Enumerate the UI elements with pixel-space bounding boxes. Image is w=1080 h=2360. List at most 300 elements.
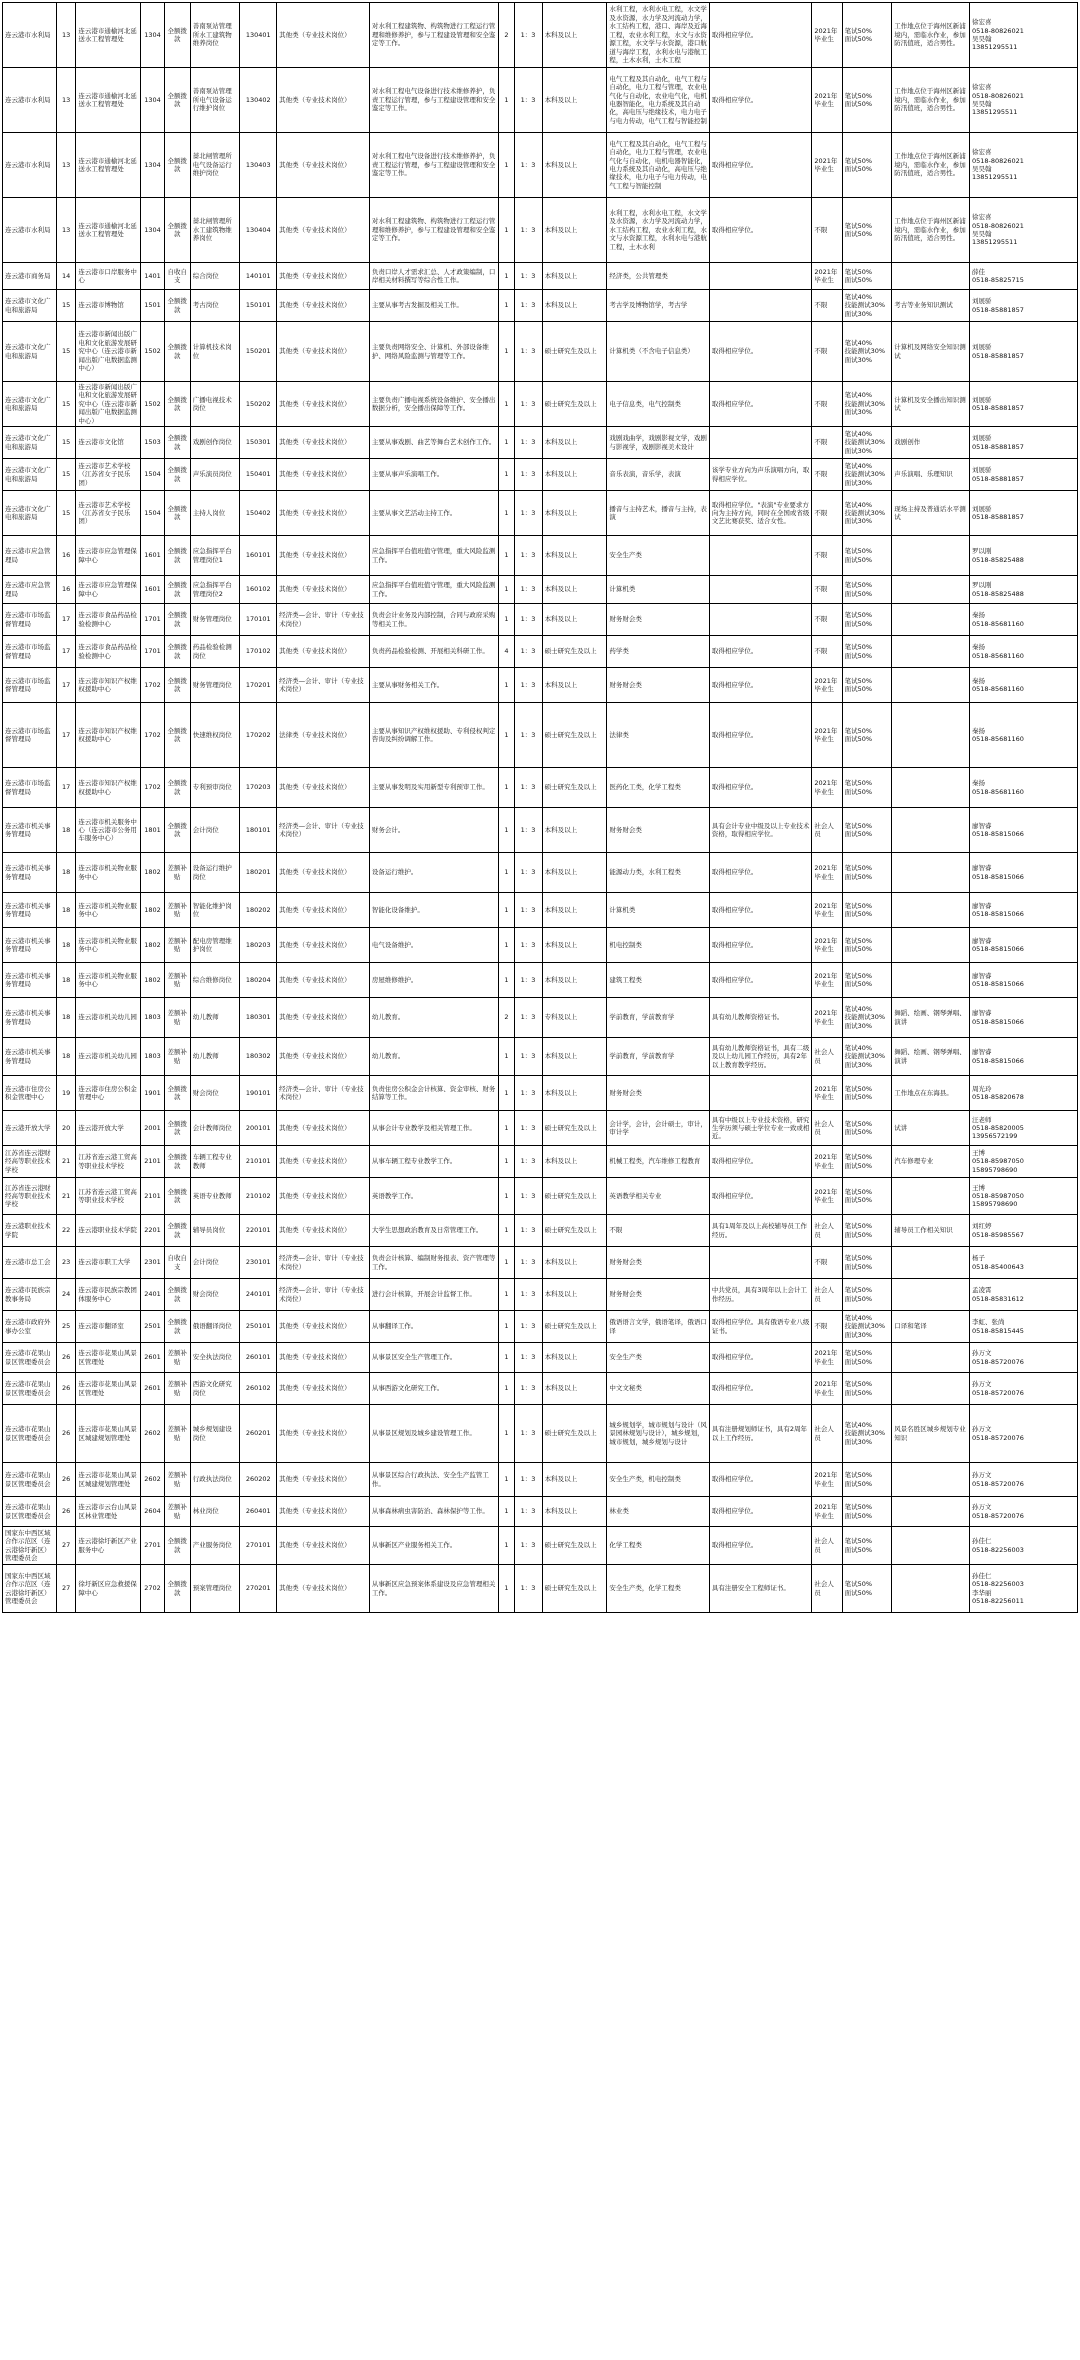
other-conditions-cell: 取得相应学位。 — [709, 963, 812, 998]
unit-no-cell: 2301 — [141, 1247, 165, 1279]
dept-cell: 连云港市应急管理局 — [3, 536, 57, 576]
post-name-cell: 幼儿教师 — [190, 998, 240, 1038]
target-cell: 社会人员 — [812, 1215, 842, 1247]
funding-cell: 全额拨款 — [164, 1527, 190, 1565]
duties-cell: 从事景区安全生产管理工作。 — [369, 1343, 499, 1373]
post-name-cell: 快速维权岗位 — [190, 703, 240, 768]
recruit-num-cell: 1 — [499, 290, 514, 322]
post-code-cell: 180301 — [240, 998, 277, 1038]
table-row — [3, 576, 1078, 604]
funding-cell: 全额拨款 — [164, 1311, 190, 1343]
table-row — [3, 703, 1078, 768]
contact-cell: 杨子 0518-85400643 — [969, 1247, 1077, 1279]
exam-ratio-cell: 笔试40% 技能测试30% 面试30% — [842, 459, 892, 491]
unit-no-cell: 1504 — [141, 491, 165, 536]
unit-cell: 连云港职业技术学院 — [76, 1215, 141, 1247]
ratio-cell: 1：3 — [514, 1178, 542, 1215]
funding-cell: 全额拨款 — [164, 668, 190, 703]
table-row — [3, 1527, 1078, 1565]
note-cell: 现场主持及普通话水平测试 — [892, 491, 970, 536]
post-type-cell: 其他类（专业技术岗位） — [277, 491, 370, 536]
ratio-cell: 1：3 — [514, 322, 542, 382]
exam-ratio-cell: 笔试50% 面试50% — [842, 1497, 892, 1527]
funding-cell: 全额拨款 — [164, 703, 190, 768]
table-row — [3, 133, 1078, 198]
recruit-num-cell: 1 — [499, 1146, 514, 1178]
unit-no-cell: 1504 — [141, 459, 165, 491]
unit-no-cell: 1701 — [141, 636, 165, 668]
table-row — [3, 322, 1078, 382]
post-type-cell: 法律类（专业技术岗位） — [277, 703, 370, 768]
duties-cell: 应急指挥平台值班值守管理，重大风险监测工作。 — [369, 576, 499, 604]
table-row — [3, 290, 1078, 322]
note-cell — [892, 853, 970, 893]
education-cell: 硕士研究生及以上 — [542, 1215, 607, 1247]
funding-cell: 全额拨款 — [164, 768, 190, 808]
post-name-cell: 综合维修岗位 — [190, 963, 240, 998]
other-conditions-cell: 具有中级以上专业技术资格，研究生学历须与硕士学位专业一致或相近。 — [709, 1111, 812, 1146]
unit-cell: 江苏省连云港工贸高等职业技术学校 — [76, 1146, 141, 1178]
funding-cell: 差额补贴 — [164, 1373, 190, 1405]
unit-cell: 连云港市博物馆 — [76, 290, 141, 322]
post-code-cell: 190101 — [240, 1076, 277, 1111]
recruit-num-cell: 2 — [499, 998, 514, 1038]
post-code-cell: 200101 — [240, 1111, 277, 1146]
recruit-num-cell: 1 — [499, 427, 514, 459]
target-cell: 2021年毕业生 — [812, 133, 842, 198]
table-row — [3, 1497, 1078, 1527]
unit-no-cell: 2201 — [141, 1215, 165, 1247]
major-cell: 电气工程及其自动化，电气工程与自动化，电力工程与管理，农业电气化与自动化，电机电器智能化，电力系统及其自动化，高电压与绝缘技术，电力电子与电力传动，电气工程与智能控制 — [607, 133, 710, 198]
dept-no-cell: 27 — [56, 1565, 75, 1613]
ratio-cell: 1：3 — [514, 1111, 542, 1146]
contact-cell: 李虹、张尚 0518-85815445 — [969, 1311, 1077, 1343]
unit-no-cell: 1701 — [141, 604, 165, 636]
table-row — [3, 1463, 1078, 1497]
recruit-num-cell: 1 — [499, 768, 514, 808]
major-cell: 学前教育，学前教育学 — [607, 998, 710, 1038]
table-row — [3, 1178, 1078, 1215]
contact-cell: 廖智睿 0518-85815066 — [969, 893, 1077, 928]
funding-cell: 差额补贴 — [164, 1463, 190, 1497]
target-cell: 不限 — [812, 491, 842, 536]
target-cell: 社会人员 — [812, 1038, 842, 1076]
dept-no-cell: 13 — [56, 198, 75, 263]
dept-no-cell: 26 — [56, 1497, 75, 1527]
post-code-cell: 130401 — [240, 3, 277, 68]
target-cell: 社会人员 — [812, 808, 842, 853]
contact-cell: 刘红婷 0518-85985567 — [969, 1215, 1077, 1247]
unit-cell: 连云港市通榆河北延送水工程管理处 — [76, 198, 141, 263]
dept-cell: 连云港市市场监督管理局 — [3, 636, 57, 668]
post-name-cell: 广播电视技术岗位 — [190, 382, 240, 427]
contact-cell: 徐宏喜 0518-80826021 吴昊翰 13851295511 — [969, 133, 1077, 198]
education-cell: 本科及以上 — [542, 1279, 607, 1311]
note-cell — [892, 963, 970, 998]
target-cell: 不限 — [812, 576, 842, 604]
major-cell: 财务财会类 — [607, 1076, 710, 1111]
table-row — [3, 382, 1078, 427]
duties-cell: 财务会计。 — [369, 808, 499, 853]
funding-cell: 全额拨款 — [164, 1076, 190, 1111]
recruit-num-cell: 1 — [499, 1038, 514, 1076]
recruit-num-cell: 1 — [499, 1565, 514, 1613]
recruit-num-cell: 1 — [499, 963, 514, 998]
dept-cell: 连云港市文化广电和旅游局 — [3, 290, 57, 322]
exam-ratio-cell: 笔试50% 面试50% — [842, 198, 892, 263]
unit-cell: 连云港市机关物业服务中心 — [76, 963, 141, 998]
recruit-num-cell: 1 — [499, 576, 514, 604]
post-name-cell: 声乐演员岗位 — [190, 459, 240, 491]
target-cell: 不限 — [812, 536, 842, 576]
contact-cell: 廖智睿 0518-85815066 — [969, 963, 1077, 998]
other-conditions-cell: 取得相应学位。 — [709, 636, 812, 668]
table-body — [3, 3, 1078, 1613]
duties-cell: 从事景区综合行政执法、安全生产监管工作。 — [369, 1463, 499, 1497]
education-cell: 本科及以上 — [542, 1343, 607, 1373]
table-row — [3, 768, 1078, 808]
target-cell: 2021年毕业生 — [812, 963, 842, 998]
major-cell: 财务财会类 — [607, 668, 710, 703]
recruit-num-cell: 1 — [499, 536, 514, 576]
post-code-cell: 210101 — [240, 1146, 277, 1178]
dept-cell: 连云港市机关事务管理局 — [3, 998, 57, 1038]
post-type-cell: 其他类（专业技术岗位） — [277, 536, 370, 576]
exam-ratio-cell: 笔试50% 面试50% — [842, 1076, 892, 1111]
duties-cell: 应急指挥平台值班值守管理，重大风险监测工作。 — [369, 536, 499, 576]
ratio-cell: 1：3 — [514, 768, 542, 808]
dept-no-cell: 18 — [56, 963, 75, 998]
dept-no-cell: 15 — [56, 382, 75, 427]
dept-cell: 连云港市机关事务管理局 — [3, 853, 57, 893]
major-cell: 电子信息类，电气控制类 — [607, 382, 710, 427]
recruit-num-cell: 1 — [499, 133, 514, 198]
major-cell: 能源动力类，水利工程类 — [607, 853, 710, 893]
unit-no-cell: 1802 — [141, 928, 165, 963]
exam-ratio-cell: 笔试50% 面试50% — [842, 1565, 892, 1613]
ratio-cell: 1：3 — [514, 636, 542, 668]
post-type-cell: 其他类（专业技术岗位） — [277, 133, 370, 198]
funding-cell: 全额拨款 — [164, 1178, 190, 1215]
dept-no-cell: 26 — [56, 1405, 75, 1463]
dept-cell: 连云港开放大学 — [3, 1111, 57, 1146]
ratio-cell: 1：3 — [514, 427, 542, 459]
post-name-cell: 善南泵站管理所电气设备运行维护岗位 — [190, 68, 240, 133]
recruit-num-cell: 1 — [499, 1111, 514, 1146]
ratio-cell: 1：3 — [514, 1311, 542, 1343]
dept-cell: 连云港市文化广电和旅游局 — [3, 427, 57, 459]
unit-no-cell: 1401 — [141, 263, 165, 290]
funding-cell: 全额拨款 — [164, 68, 190, 133]
post-code-cell: 210102 — [240, 1178, 277, 1215]
contact-cell: 周光玲 0518-85820678 — [969, 1076, 1077, 1111]
other-conditions-cell — [709, 263, 812, 290]
dept-no-cell: 18 — [56, 998, 75, 1038]
exam-ratio-cell: 笔试40% 技能测试30% 面试30% — [842, 1311, 892, 1343]
unit-cell: 连云港市知识产权维权援助中心 — [76, 703, 141, 768]
dept-cell: 连云港市应急管理局 — [3, 576, 57, 604]
education-cell: 硕士研究生及以上 — [542, 1178, 607, 1215]
duties-cell: 从事西游文化研究工作。 — [369, 1373, 499, 1405]
post-name-cell: 行政执法岗位 — [190, 1463, 240, 1497]
unit-cell: 连云港市食品药品检验检测中心 — [76, 636, 141, 668]
major-cell: 计算机类 — [607, 576, 710, 604]
table-row — [3, 1146, 1078, 1178]
post-type-cell: 其他类（专业技术岗位） — [277, 3, 370, 68]
post-type-cell: 其他类（专业技术岗位） — [277, 1111, 370, 1146]
major-cell: 播音与主持艺术，播音与主持，表演 — [607, 491, 710, 536]
ratio-cell: 1：3 — [514, 133, 542, 198]
post-name-cell: 财会岗位 — [190, 1076, 240, 1111]
unit-cell: 连云港市口岸服务中心 — [76, 263, 141, 290]
unit-no-cell: 1702 — [141, 703, 165, 768]
target-cell: 2021年毕业生 — [812, 3, 842, 68]
other-conditions-cell: 取得相应学位。 — [709, 3, 812, 68]
recruit-num-cell: 1 — [499, 853, 514, 893]
post-code-cell: 260101 — [240, 1343, 277, 1373]
unit-no-cell: 1803 — [141, 998, 165, 1038]
funding-cell: 全额拨款 — [164, 1146, 190, 1178]
funding-cell: 全额拨款 — [164, 290, 190, 322]
note-cell: 戏剧创作 — [892, 427, 970, 459]
table-row — [3, 1343, 1078, 1373]
unit-no-cell: 1502 — [141, 322, 165, 382]
dept-no-cell: 17 — [56, 703, 75, 768]
post-code-cell: 150401 — [240, 459, 277, 491]
unit-cell: 连云港市通榆河北延送水工程管理处 — [76, 3, 141, 68]
duties-cell: 主要从事文艺活动主持工作。 — [369, 491, 499, 536]
post-code-cell: 160102 — [240, 576, 277, 604]
major-cell: 水利工程，水利水电工程，水文学及水资源，水力学及河流动力学，水工结构工程，港口、海岸及近海工程，农业水利工程，水文与水资源工程，水文学与水资源，港口航道与海岸工程，水利水电与港航工程，土木水利，土木工程 — [607, 3, 710, 68]
unit-cell: 连云港市花果山风景区城建规划管理处 — [76, 1463, 141, 1497]
dept-cell: 连云港市机关事务管理局 — [3, 893, 57, 928]
target-cell: 2021年毕业生 — [812, 1146, 842, 1178]
post-type-cell: 其他类（专业技术岗位） — [277, 1463, 370, 1497]
dept-no-cell: 17 — [56, 604, 75, 636]
recruit-num-cell: 1 — [499, 198, 514, 263]
table-row — [3, 808, 1078, 853]
education-cell: 硕士研究生及以上 — [542, 382, 607, 427]
target-cell: 2021年毕业生 — [812, 263, 842, 290]
unit-no-cell: 1304 — [141, 198, 165, 263]
exam-ratio-cell: 笔试50% 面试50% — [842, 768, 892, 808]
exam-ratio-cell: 笔试40% 技能测试30% 面试30% — [842, 998, 892, 1038]
ratio-cell: 1：3 — [514, 1463, 542, 1497]
education-cell: 本科及以上 — [542, 459, 607, 491]
unit-no-cell: 1802 — [141, 893, 165, 928]
dept-cell: 连云港市水利局 — [3, 68, 57, 133]
unit-no-cell: 2702 — [141, 1565, 165, 1613]
exam-ratio-cell: 笔试50% 面试50% — [842, 604, 892, 636]
ratio-cell: 1：3 — [514, 1405, 542, 1463]
note-cell — [892, 1373, 970, 1405]
post-type-cell: 其他类（专业技术岗位） — [277, 290, 370, 322]
exam-ratio-cell: 笔试40% 技能测试30% 面试30% — [842, 290, 892, 322]
education-cell: 本科及以上 — [542, 576, 607, 604]
unit-cell: 江苏省连云港工贸高等职业技术学校 — [76, 1178, 141, 1215]
major-cell: 电气工程及其自动化，电气工程与自动化，电力工程与管理，农业电气化与自动化，农业电气化，电机电器智能化，电力系统及其自动化，高电压与绝缘技术，电力电子与电力传动，电气工程与智能控制 — [607, 68, 710, 133]
post-type-cell: 其他类（专业技术岗位） — [277, 1373, 370, 1405]
post-code-cell: 180201 — [240, 853, 277, 893]
other-conditions-cell — [709, 1076, 812, 1111]
major-cell: 计算机类（不含电子信息类） — [607, 322, 710, 382]
contact-cell: 廖智睿 0518-85815066 — [969, 853, 1077, 893]
unit-cell: 连云港市知识产权维权援助中心 — [76, 668, 141, 703]
other-conditions-cell: 该学专业方向为声乐演唱方向，取得相应学位。 — [709, 459, 812, 491]
post-name-cell: 幼儿教师 — [190, 1038, 240, 1076]
ratio-cell: 1：3 — [514, 290, 542, 322]
recruit-num-cell: 1 — [499, 703, 514, 768]
table-row — [3, 963, 1078, 998]
post-type-cell: 其他类（专业技术岗位） — [277, 636, 370, 668]
post-name-cell: 蔷北闸管理所水工建筑物维养岗位 — [190, 198, 240, 263]
dept-no-cell: 14 — [56, 263, 75, 290]
dept-no-cell: 13 — [56, 68, 75, 133]
unit-cell: 连云港市艺术学校（江苏省女子民乐团） — [76, 459, 141, 491]
contact-cell: 刘展骄 0518-85881857 — [969, 459, 1077, 491]
table-row — [3, 853, 1078, 893]
post-name-cell: 会计教师岗位 — [190, 1111, 240, 1146]
other-conditions-cell: 中共党员，具有3周年以上会计工作经历。 — [709, 1279, 812, 1311]
post-type-cell: 其他类（专业技术岗位） — [277, 1038, 370, 1076]
duties-cell: 对水利工程电气设备进行技术维修养护，负责工程运行管理，参与工程建设管理和安全鉴定等工作。 — [369, 133, 499, 198]
target-cell: 2021年毕业生 — [812, 853, 842, 893]
contact-cell: 秦扬 0518-85681160 — [969, 636, 1077, 668]
unit-no-cell: 1502 — [141, 382, 165, 427]
unit-no-cell: 2601 — [141, 1373, 165, 1405]
unit-no-cell: 2401 — [141, 1279, 165, 1311]
post-name-cell: 药品检验检测岗位 — [190, 636, 240, 668]
duties-cell: 智能化设备维护。 — [369, 893, 499, 928]
other-conditions-cell: 具有幼儿教师资格证书，具有二级及以上幼儿园工作经历，具有2年以上教育教学经历。 — [709, 1038, 812, 1076]
note-cell: 舞蹈、绘画、钢琴弹唱、演讲 — [892, 998, 970, 1038]
target-cell: 不限 — [812, 322, 842, 382]
note-cell: 风景名胜区城乡规划专业知识 — [892, 1405, 970, 1463]
post-code-cell: 180204 — [240, 963, 277, 998]
dept-cell: 连云港市文化广电和旅游局 — [3, 459, 57, 491]
duties-cell: 负责会计业务及内部控制，合同与政府采购等相关工作。 — [369, 604, 499, 636]
target-cell: 不限 — [812, 604, 842, 636]
post-name-cell: 应急指挥平台管理岗位2 — [190, 576, 240, 604]
funding-cell: 全额拨款 — [164, 636, 190, 668]
post-code-cell: 250101 — [240, 1311, 277, 1343]
unit-no-cell: 2001 — [141, 1111, 165, 1146]
post-name-cell: 智能化维护岗位 — [190, 893, 240, 928]
funding-cell: 差额补贴 — [164, 928, 190, 963]
target-cell: 2021年毕业生 — [812, 1373, 842, 1405]
education-cell: 本科及以上 — [542, 491, 607, 536]
other-conditions-cell: 取得相应学位。 — [709, 768, 812, 808]
post-type-cell: 经济类—会计、审计（专业技术岗位） — [277, 604, 370, 636]
post-code-cell: 160101 — [240, 536, 277, 576]
other-conditions-cell: 取得相应学位。 — [709, 893, 812, 928]
dept-no-cell: 16 — [56, 536, 75, 576]
table-row — [3, 68, 1078, 133]
other-conditions-cell: 取得相应学位。 — [709, 1373, 812, 1405]
other-conditions-cell: 取得相应学位。 — [709, 928, 812, 963]
other-conditions-cell: 具有1周年及以上高校辅导员工作经历。 — [709, 1215, 812, 1247]
major-cell: 经济类，公共管理类 — [607, 263, 710, 290]
unit-cell: 连云港市机关服务中心（连云港市公务用车服务中心） — [76, 808, 141, 853]
unit-cell: 连云港开放大学 — [76, 1111, 141, 1146]
education-cell: 硕士研究生及以上 — [542, 1527, 607, 1565]
dept-no-cell: 18 — [56, 1038, 75, 1076]
recruit-num-cell: 1 — [499, 1497, 514, 1527]
recruit-num-cell: 4 — [499, 636, 514, 668]
note-cell — [892, 808, 970, 853]
dept-no-cell: 16 — [56, 576, 75, 604]
exam-ratio-cell: 笔试50% 面试50% — [842, 668, 892, 703]
unit-cell: 连云港市知识产权维权援助中心 — [76, 768, 141, 808]
table-row — [3, 1247, 1078, 1279]
exam-ratio-cell: 笔试50% 面试50% — [842, 636, 892, 668]
major-cell: 俄语语言文学，俄语笔译，俄语口译 — [607, 1311, 710, 1343]
target-cell: 不限 — [812, 198, 842, 263]
post-code-cell: 150201 — [240, 322, 277, 382]
duties-cell: 大学生思想政治教育及日常管理工作。 — [369, 1215, 499, 1247]
recruit-num-cell: 1 — [499, 1463, 514, 1497]
ratio-cell: 1：3 — [514, 1076, 542, 1111]
dept-cell: 连云港市机关事务管理局 — [3, 963, 57, 998]
other-conditions-cell: 取得相应学位。 — [709, 1146, 812, 1178]
table-row — [3, 1373, 1078, 1405]
unit-no-cell: 1501 — [141, 290, 165, 322]
dept-no-cell: 15 — [56, 459, 75, 491]
dept-cell: 连云港市文化广电和旅游局 — [3, 382, 57, 427]
education-cell: 硕士研究生及以上 — [542, 1405, 607, 1463]
unit-no-cell: 2602 — [141, 1463, 165, 1497]
post-code-cell: 260201 — [240, 1405, 277, 1463]
unit-cell: 连云港市花果山风景区城建规划管理处 — [76, 1405, 141, 1463]
funding-cell: 差额补贴 — [164, 853, 190, 893]
other-conditions-cell: 具有会计专业中级及以上专业技术资格，取得相应学位。 — [709, 808, 812, 853]
unit-cell: 连云港市应急管理保障中心 — [76, 536, 141, 576]
ratio-cell: 1：3 — [514, 263, 542, 290]
dept-cell: 连云港市水利局 — [3, 3, 57, 68]
unit-cell: 连云港市民族宗教团体服务中心 — [76, 1279, 141, 1311]
unit-no-cell: 2602 — [141, 1405, 165, 1463]
contact-cell: 徐宏喜 0518-80826021 吴昊翰 13851295511 — [969, 3, 1077, 68]
contact-cell: 秦扬 0518-85681160 — [969, 703, 1077, 768]
note-cell — [892, 1247, 970, 1279]
exam-ratio-cell: 笔试50% 面试50% — [842, 893, 892, 928]
post-type-cell: 其他类（专业技术岗位） — [277, 459, 370, 491]
ratio-cell: 1：3 — [514, 668, 542, 703]
note-cell: 工作地点位于海州区新浦境内，需临水作业，参加防汛值班，适合男性。 — [892, 133, 970, 198]
ratio-cell: 1：3 — [514, 1343, 542, 1373]
ratio-cell: 1：3 — [514, 68, 542, 133]
contact-cell: 廖智睿 0518-85815066 — [969, 808, 1077, 853]
note-cell — [892, 636, 970, 668]
unit-cell: 连云港市机关幼儿园 — [76, 998, 141, 1038]
dept-no-cell: 18 — [56, 808, 75, 853]
exam-ratio-cell: 笔试50% 面试50% — [842, 703, 892, 768]
funding-cell: 差额补贴 — [164, 893, 190, 928]
post-type-cell: 经济类—会计、审计（专业技术岗位） — [277, 808, 370, 853]
contact-cell: 刘展骄 0518-85881857 — [969, 491, 1077, 536]
dept-cell: 连云港市花果山景区管理委员会 — [3, 1373, 57, 1405]
post-name-cell: 蔷北闸管理所电气设备运行维护岗位 — [190, 133, 240, 198]
unit-no-cell: 2101 — [141, 1178, 165, 1215]
duties-cell: 从事新区应急预案体系建设及应急管理相关工作。 — [369, 1565, 499, 1613]
dept-cell: 连云港市文化广电和旅游局 — [3, 491, 57, 536]
contact-cell: 孙佳仁 0518-82256003 — [969, 1527, 1077, 1565]
note-cell: 口译和笔译 — [892, 1311, 970, 1343]
ratio-cell: 1：3 — [514, 1527, 542, 1565]
note-cell — [892, 1463, 970, 1497]
post-name-cell: 预案管理岗位 — [190, 1565, 240, 1613]
note-cell: 工作地点位于海州区新浦境内，需临水作业，参加防汛值班，适合男性。 — [892, 3, 970, 68]
